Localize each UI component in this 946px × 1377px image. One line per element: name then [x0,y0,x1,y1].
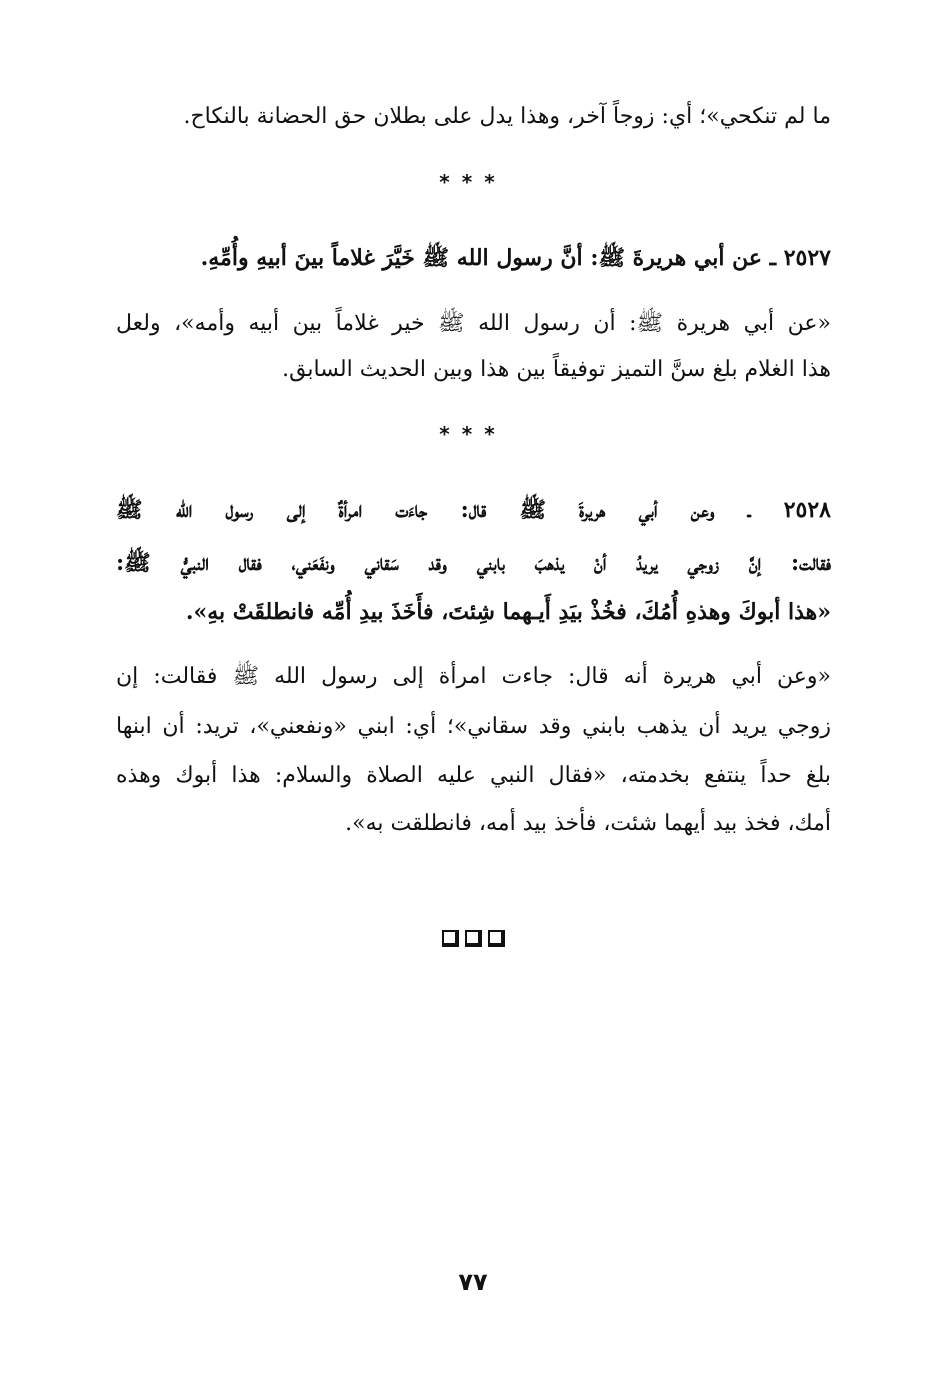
page-number: ٧٧ [458,1268,488,1296]
commentary-2528-line-4: أمك، فخذ بيد أيهما شئت، فأخذ بيد أمه، فانطلقت به». [345,811,831,836]
commentary-2528-line-1: «وعن أبي هريرة أنه قال: جاءت امرأة إلى رسول الله ﷺ فقالت: إن [116,664,831,689]
hadith-2528-line-3: «هذا أبوكَ وهذهِ أُمُكَ، فخُذْ بيَدِ أَيـهما شِئتَ، فأَخَذَ بيدِ أُمِّه فانطلقَتْ بهِ». [185,599,831,625]
section-separator: *** [439,170,507,194]
continuation-line: ما لم تنكحي»؛ أي: زوجاً آخر، وهذا يدل على بطلان حق الحضانة بالنكاح. [183,104,831,129]
chapter-end-marks [0,930,946,947]
hadith-2528-line-1: ٢٥٢٨ ـ وعن أبي هريرةَ ﷺ قال: جاءَت امرأةٌ إلى رسول الله ﷺ [116,497,831,523]
commentary-2528-line-2: زوجي يريد أن يذهب بابني وقد سقاني»؛ أي: ابني «ونفعني»، تريد: أن ابنها [116,714,831,739]
commentary-2528-line-3: بلغ حداً ينتفع بخدمته، «فقال النبي عليه الصلاة والسلام: هذا أبوك وهذه [116,763,831,788]
commentary-2527-line-1: «عن أبي هريرة ﷺ: أن رسول الله ﷺ خير غلاماً بين أبيه وأمه»، ولعل [116,311,831,336]
section-separator: *** [439,422,507,446]
hadith-2528-line-2: فقالت: إنَّ زوجي يريدُ أنْ يذهبَ بابني وقد سَقاني ونفَعَني، فقال النبيُّ ﷺ: [116,550,831,576]
commentary-2527-line-2: هذا الغلام بلغ سنَّ التميز توفيقاً بين هذا وبين الحديث السابق. [282,357,831,382]
square-ornament-icon [488,930,505,947]
square-ornament-icon [442,930,459,947]
square-ornament-icon [465,930,482,947]
hadith-2527-text: ٢٥٢٧ ـ عن أبي هريرةَ ﷺ: أنَّ رسول الله ﷺ خَيَّرَ غلاماً بينَ أبيهِ وأُمِّهِ. [200,245,831,271]
